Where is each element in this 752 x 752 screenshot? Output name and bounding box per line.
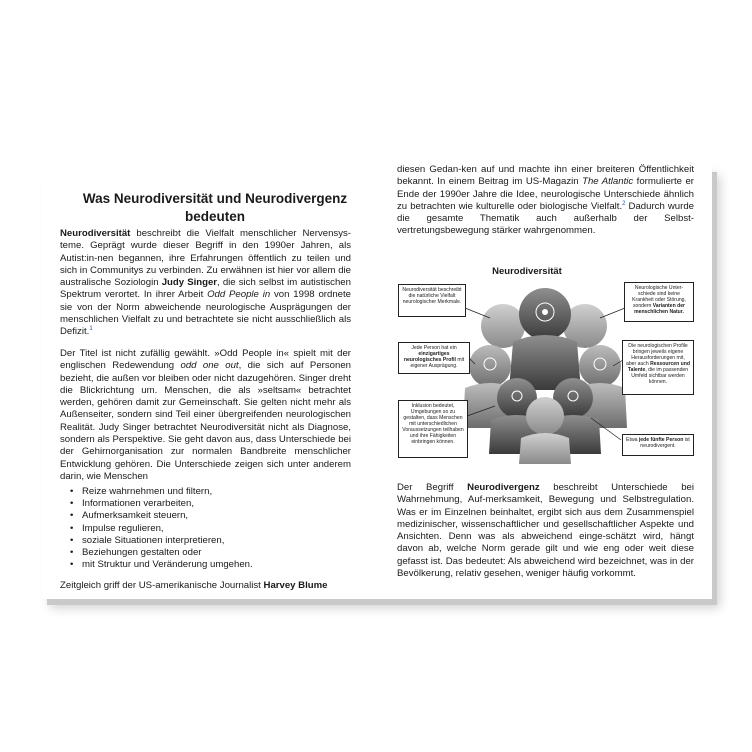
list-item: • mit Struktur und Veränderung umgehen. — [65, 559, 335, 571]
text: , die sich auf Personen bezieht, die außen vor bleiben oder nicht dazugehören. Singer dreht die Blickrichtung um. Menschen, die als »seltsam« betrachtet werden, gehören damit zur Gemeinschaft. Sie gelten nicht mehr als Außenseiter, sondern sind Teil einer übergreifenden neurologischen Realität. Judy Singer betrachtet Neurodiversität nicht als Diagnose, sondern als Perspektive. Sie geht davon aus, dass Unterschiede bei der Gehirnorganisation zur normalen Bandbreite menschlicher Entwicklung gehören. Die Unterschiede zeigen sich unter anderem darin, wie Menschen — [60, 360, 351, 482]
info-box-resources-talents — [622, 340, 694, 395]
text: diesen Gedan-ken auf und machte ihn einer breiteren Öffentlichkeit bekannt. In einem Beitrag im US-Magazin — [397, 164, 694, 188]
info-box-not-disease — [624, 282, 694, 322]
name-harvey-blume: Harvey Blume — [263, 580, 328, 591]
text: , die sich selbst im autistischen Spektrum verortet. In ihrer Arbeit — [60, 277, 351, 301]
text: ist neurodivergent. — [640, 437, 690, 449]
text: Dadurch wurde die gesamte Thematik auch außerhalb der Selbst-vertretungsbewegung stärker wahrgenommen. — [397, 200, 694, 237]
list-item: • Beziehungen gestalten oder — [65, 547, 335, 559]
text: Zeitgleich griff der US-amerikanische Journalist — [60, 580, 264, 591]
list-item: • Informationen verarbeiten, — [65, 498, 335, 510]
paragraph-neurodivergence — [397, 482, 694, 580]
left-page — [42, 166, 377, 599]
list-item: • Reize wahrnehmen und filtern, — [65, 486, 335, 498]
list-item: • Aufmerksamkeit steuern, — [65, 510, 335, 522]
text: Etwa — [626, 437, 639, 443]
chapter-title: Was Neurodiversität und Neurodivergenz bedeuten — [82, 191, 348, 224]
text: , die im passenden Umfeld sichtbar werden können. — [631, 367, 689, 385]
text: beschreibt die Vielfalt menschlicher Nervensys-teme. Geprägt wurde dieser Begriff in den 1990er Jahren, als Autist:in-nen begannen, ihre Erfahrungen öffentlich zu teilen und sich in Communitys zu verbinden. Zu erwähnen ist hier vor allem die australische Soziologin — [60, 228, 351, 289]
term-neurodivergence: Neurodivergenz — [467, 482, 540, 493]
list-item: • Impulse regulieren, — [65, 523, 335, 535]
term-neurodiversity: Neurodiversität — [60, 228, 131, 239]
text: beschreibt Unterschiede bei Wahrnehmung, Auf-merksamkeit, Bewegung und Selbstregulation. Was er im Einzelnen beinhaltet, ergibt sich aus dem Zusammenspiel medizinischer, wissenschaftlicher und gesellschaftlicher Aspekte und Ansichten. Denn was als abweichend einge-schätzt wird, hängt davon ab, welche Norm gerade gilt und wie eng oder weit diese gefasst ist. Das bedeutet: Als abweichend wird bezeichnet, was in der Bevölkerung, relativ gesehen, weniger häufig vorkommt. — [397, 482, 695, 580]
text: Der Titel ist nicht zufällig gewählt. »Odd People in« spielt mit der englischen Redewendung — [60, 348, 351, 372]
info-box-inclusion: Inklusion bedeutet, Umgebungen so zu gestalten, dass Menschen mit unterschiedlichen Voraussetzungen teilhaben und ihre Fähigkeiten einbringen können. — [398, 400, 468, 458]
magazine-title: The Atlantic — [582, 176, 634, 188]
text: Der Begriff — [397, 482, 468, 493]
emphasis: jede fünfte Person — [638, 437, 684, 443]
text: von 1998 ordnete sie von der Norm abweichende neurologische Ausprägungen der menschlichen Vielfalt zu und betrachtete sie nicht ausschließlich als Defizit. — [60, 289, 351, 338]
right-page — [377, 166, 712, 599]
text: Neurologische Unter-schiede sind keine Krankheit oder Störung, sondern — [632, 285, 686, 309]
infographic-title: Neurodiversität — [492, 266, 562, 277]
book-spread — [42, 166, 712, 599]
emphasis: Varianten der menschlichen Natur. — [634, 303, 686, 315]
list-item: • soziale Situationen interpretieren, — [65, 535, 335, 547]
work-title: Odd People in — [207, 289, 271, 301]
paragraph-atlantic — [397, 164, 694, 238]
text: formulierte er Ende der 1990er Jahre die Idee, neurologische Unterschiede ähnlich zu betrachten wie kulturelle oder biologische Vielfalt. — [397, 176, 694, 212]
text: Jede Person hat ein — [411, 345, 457, 351]
text: mit eigener Ausprägung. — [410, 357, 465, 369]
footnote-2[interactable]: 2 — [622, 200, 626, 207]
info-box-one-in-five — [622, 434, 694, 456]
emphasis: Ressourcen und Talente — [627, 361, 690, 373]
info-box-unique-profile — [398, 342, 470, 374]
idiom: odd one out — [180, 360, 239, 372]
paragraph-harvey-blume — [60, 580, 351, 592]
info-box-natural-variety: Neurodiversität beschreibt die natürliche Vielfalt neurologischer Merkmale. — [398, 284, 466, 317]
neurodiversity-infographic — [395, 278, 695, 486]
text: Die neurologischen Profile bringen jeweils eigene Herausforderungen mit, aber auch — [626, 343, 688, 367]
emphasis: einzigartiges neurologisches Profil — [403, 351, 456, 363]
differences-list — [65, 486, 335, 571]
footnote-1[interactable]: 1 — [89, 326, 93, 333]
name-judy-singer: Judy Singer — [161, 277, 218, 289]
paragraph-title-meaning — [60, 348, 351, 483]
paragraph-neurodiversity — [60, 228, 351, 339]
